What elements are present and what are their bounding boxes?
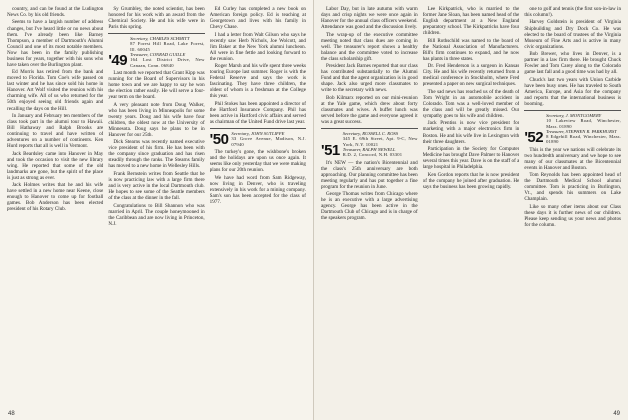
class-heading <box>210 128 306 147</box>
column-paragraph: one to golf and tennis (the first son-in-law in this column!). <box>524 6 622 19</box>
column-paragraph: We have had word from Sam Ridgeway, now living in Denver, who is traveling extensively in his work for a mining company. Sam's son has been accepted for the class of 1977. <box>209 174 306 205</box>
column-paragraph: In January and February ten members of the class took part in the alumni tour to Hawaii. Bill Hathaway and Ralph Brooks are continuing to travel and have written of adventures on a number of continents. Ken Hurd reports that all is well in Vermont. <box>7 112 104 150</box>
column-paragraph: Jack Beardsley came into Hanover in May and took the occasion to visit the new library wing. He reported that some of the old landmarks are gone, but the spirit of the place is just as strong as ever. <box>7 150 104 181</box>
class-secretary: Secretary, J. MONTGOMERY <box>546 112 602 118</box>
class-secretary: Secretary, JOHN SUTLIFFE <box>231 131 285 137</box>
column-paragraph: Congratulations to Bill Shannon who was married in April. The couple honeymooned in the Caribbean and are now living in Princeton, N.J. <box>108 202 205 227</box>
column-left-3 <box>210 6 306 406</box>
column-paragraph: Ken Gordon reports that he is now president of the company he joined after graduation. He says the business has been growing rapidly. <box>422 171 520 190</box>
column-paragraph: Chuck's last two years with Union Carbide have been busy ones. He has traveled to South America, Europe, and Asia for the company and reports that the international business is booming. <box>524 76 622 107</box>
class-year: '52 <box>524 128 544 146</box>
class-address: 345 E. 69th Street, Apt. 9-C, New York, N.Y. 10021 <box>342 136 418 147</box>
column-left-1 <box>7 6 103 406</box>
column-paragraph: Bill Rothschild was named to the board of the National Association of Manufacturers. Bill's firm continues to expand, and he now has plants in three states. <box>422 37 520 62</box>
column-paragraph: Phil Stokes has been appointed a director of the Hartford Insurance Company. Phil has been active in Hartford civic affairs and served as chairman of the United Fund drive last year. <box>209 100 306 126</box>
class-secretary: Secretary, RUSSELL C. ROSS <box>342 131 399 137</box>
column-paragraph: George Thomas writes from Chicago where he is an executive with a large advertising agency. George has been active in the Dartmouth Club of Chicago and is in charge of the speakers program. <box>321 191 418 222</box>
class-address: 10 Lakeview Road, Winchester, Mass. 01890 <box>546 118 622 129</box>
class-treasurer: Treasurer, RALPH NEWELL <box>342 146 396 152</box>
class-treasurer-address: 164 Lost District Drive, New Canaan, Conn. 06840 <box>130 57 205 68</box>
column-paragraph: Bob Kilmarx reported on our mini-reunion at the Yale game, which drew about forty classmates and wives. A buffet lunch was served before the game and everyone agreed it was a great success. <box>321 94 418 126</box>
column-paragraph: Ed Morris has retired from the bank and moved to Florida. Tom Coe's wife passed on last winter and he has since sold his home in Hanover. Art Wolf visited the reunion with his charming wife. All of us who returned for the 50th enjoyed seeing old friends again and recalling the days on the Hill. <box>7 69 104 112</box>
column-paragraph: Jack Holmes writes that he and his wife have settled in a new home near Keene, close enough to Hanover to come up for football games. Bob Anderson has been elected president of his Rotary Club. <box>7 182 104 213</box>
column-paragraph: Bob Brewer, who lives in Denver, is a partner in a law firm there. He brought Chuck Fowler and Tom Carey along to the Colorado game last fall and a good time was had by all. <box>524 51 622 76</box>
column-right-1 <box>321 6 418 406</box>
column-paragraph: Dr. Fred Henderson is a surgeon in Kansas City. He and his wife recently returned from a medical conference in Stockholm, where Fred presented a paper on new surgical techniques. <box>422 63 520 88</box>
class-treasurer: Treasurer, CONRAD GUILLE <box>130 52 186 58</box>
column-paragraph: Ed Curley has completed a new book on American foreign policy. Ed is teaching at Georgetown and lives with his family in Chevy Chase. <box>209 6 306 31</box>
page-number: 48 <box>8 411 15 417</box>
class-heading <box>108 33 204 68</box>
column-paragraph: Sy Grumbley, the noted scientist, has been honored for his work with an award from the Chemical Society. He and his wife were in Paris this spring. <box>108 6 205 31</box>
page-number: 49 <box>613 411 620 417</box>
column-paragraph: The wrap-up of the executive committee meeting noted that class dues are coming in well. The treasurer's report shows a healthy balance and the committee voted to increase the class scholarship gift. <box>321 31 418 62</box>
class-secretary: Secretary, CHARLES SCHMITT <box>130 36 190 42</box>
class-treasurer-address: R.D. 2, Concord, N.H. 03301 <box>342 152 403 158</box>
column-paragraph: Seems to have a largish number of address changes, but I've heard little or no news about them. I've already been like Barney Thompson, a member of Dartmouth's Alumni Council and one of its most notable members. Now has been in the family publishing business for years, together with his sons who have taken over the Burlington plant. <box>7 19 104 68</box>
column-paragraph: Dick Stearns was recently named executive vice president of his firm. He has been with the company since graduation and has risen steadily through the ranks. The Stearns family has moved to a new home in Wellesley Hills. <box>108 139 205 170</box>
class-heading <box>321 128 418 157</box>
column-paragraph: Tom Reynolds has been appointed head of the Dartmouth Medical School alumni committee. Tom is practicing in Burlington, Vt., and spends his summers on Lake Champlain. <box>524 172 622 203</box>
column-right-2 <box>423 6 520 406</box>
column-paragraph: country, and can be found at the Ludington News Co. by his old friends. <box>7 6 104 19</box>
column-paragraph: Lee Kirkpatrick, who is married to the former Jane Sloan, has been named head of the English department at a New England preparatory school. The Kirkpatricks have four children. <box>422 6 520 37</box>
column-paragraph: A very pleasant note from Doug Walker, who has been living in Minneapolis for some twenty years. Doug and his wife have four children, the oldest now at the University of Minnesota. Doug says he plans to be in Hanover for our 25th. <box>108 101 205 138</box>
class-officers <box>546 113 621 145</box>
column-paragraph: Harvey Goldstein is president of Virginia Shipbuilding and Dry Dock Co. He was elected to the board of trustees of the Virginia Museum of Fine Arts and is active in many civic organizations. <box>524 19 622 50</box>
column-paragraph: Last month we reported that Grant Kipp was running for the Board of Supervisors in his home town and we are happy to say he won the election rather easily. He will serve a four-year term on the board. <box>108 69 205 101</box>
column-paragraph: President Jack Barnes reported that our class has contributed substantially to the Alumni Fund and that the agent organization is in good shape. Jack also urged more classmates to write to the secretary with news. <box>321 63 418 94</box>
class-address: 87 Forest Hill Road, Lake Forest, Ill. 60045 <box>130 41 205 52</box>
class-officers <box>231 131 306 147</box>
column-right-3 <box>524 6 621 406</box>
class-officers <box>130 36 205 68</box>
column-paragraph: I had a letter from Walt Gilson who says he recently saw Herb Nichols, Joe Wolcott, and Jim Baker at the New York alumni luncheon. All were in fine fettle and looking forward to the reunion. <box>209 31 306 62</box>
column-paragraph: Participation in the Society for Computer Medicine has brought Dave Palmer to Hanover several times this year. Dave is on the staff of a large hospital in Philadelphia. <box>422 145 520 171</box>
class-officers <box>343 131 418 157</box>
column-paragraph: Frank Bernstein writes from Seattle that he is now practicing law with a large firm there and is very active in the local Dartmouth club. He hopes to see some of the Seattle members of the class at the dinner in the fall. <box>108 170 205 202</box>
class-treasurer: Treasurer, STEPHEN R. PARKHURST <box>546 128 617 134</box>
right-page <box>314 0 628 420</box>
class-address: 33 Grove Avenue, Madison, N.J. 07940 <box>231 136 306 147</box>
column-paragraph: Labor Day, but in late autumn with warm days and crisp nights we were once again in Hanover for the annual class officers weekend. Attendance was good and the discussion lively. <box>321 6 418 31</box>
column-left-2 <box>108 6 204 406</box>
column-paragraph: Jack Prentiss is now vice president for marketing with a major electronics firm in Boston. He and his wife live in Lexington with their three daughters. <box>422 120 520 145</box>
class-year: '49 <box>108 51 128 69</box>
column-paragraph: It's NEW — the nation's Bicentennial and the class's 25th anniversary are both approaching. Our planning committee has been meeting regularly and has put together a fine program for the reunion in June. <box>321 159 418 190</box>
class-heading <box>524 110 621 145</box>
column-paragraph: Like so many other items about our Class these days it is further news of our children. Please keep sending us your news and photos for the column. <box>524 203 622 229</box>
class-year: '51 <box>321 141 340 159</box>
column-paragraph: The turkey's gone, the wishbone's broken and the holidays are upon us once again. It seems like only yesterday that we were making plans for our 20th reunion. <box>209 148 306 174</box>
class-treasurer-address: 8 Edgehill Road, Winchester, Mass. 01890 <box>546 134 622 145</box>
column-paragraph: This is the year we nations will celebrate its two hundredth anniversary and we hope to see many of our classmates at the Bicentennial events in Hanover and Boston. <box>524 146 622 171</box>
class-year: '50 <box>209 130 229 148</box>
column-paragraph: Roger Marsh and his wife spent three weeks touring Europe last summer. Roger is with the Federal Reserve and says the work is fascinating. They have three children, the oldest of whom is a freshman at the College this year. <box>209 63 306 100</box>
column-paragraph: The sad news has reached us of the death of Tom Wright in an automobile accident in Colorado. Tom was a well-loved member of the class and will be greatly missed. Our sympathy goes to his wife and children. <box>422 88 520 119</box>
